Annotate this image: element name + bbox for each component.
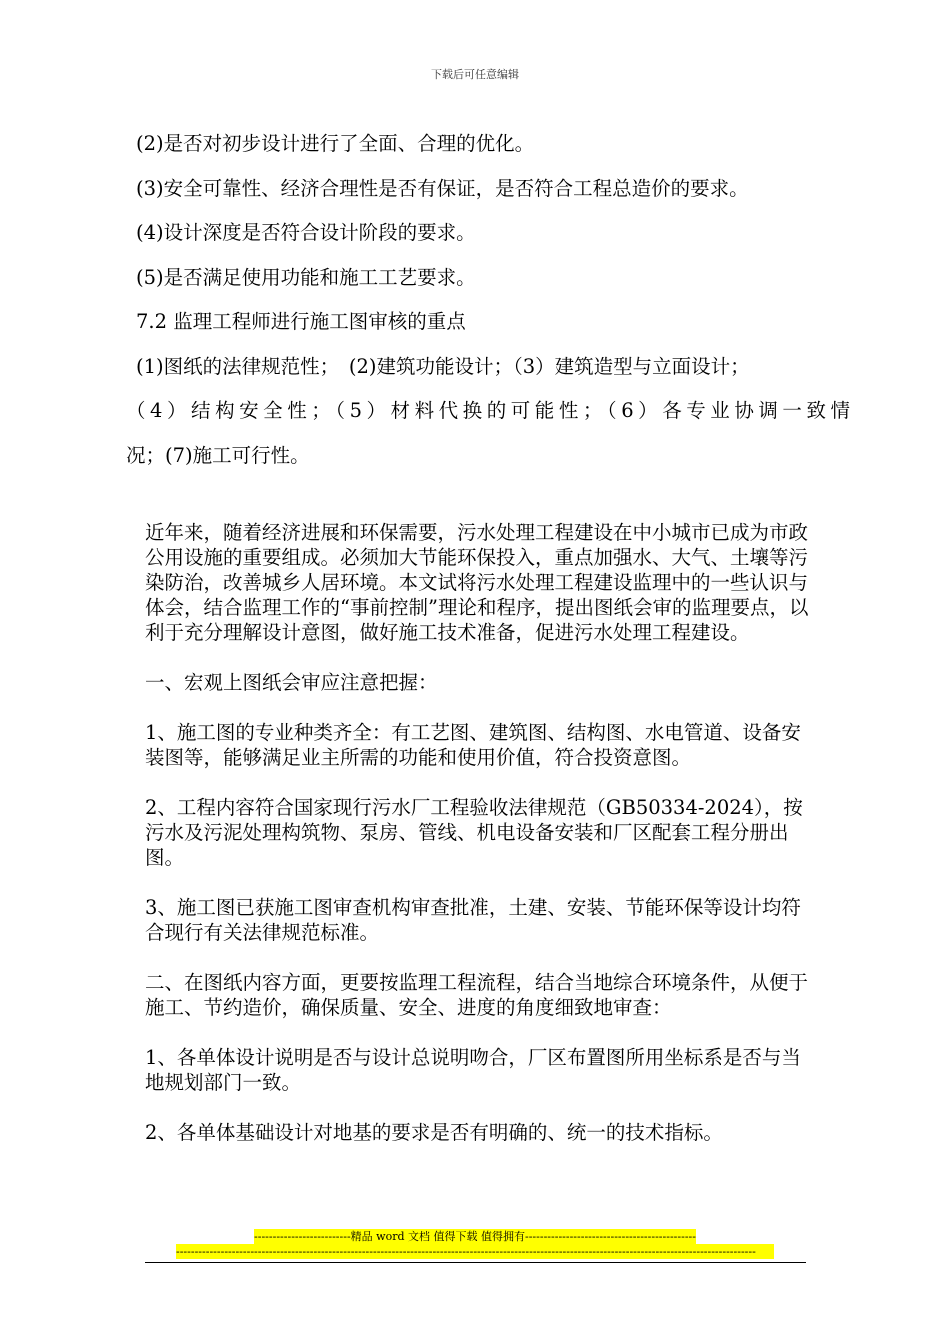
section-heading-7-2: 7.2 监理工程师进行施工图审核的重点 xyxy=(136,310,466,333)
heading-macro-review: 一、宏观上图纸会审应注意把握： xyxy=(145,671,438,694)
footer-divider xyxy=(145,1262,806,1263)
content-point-2: 2、各单体基础设计对地基的要求是否有明确的、统一的技术指标。 xyxy=(145,1121,723,1144)
paragraph-item-5: (5)是否满足使用功能和施工工艺要求。 xyxy=(136,265,476,289)
paragraph-item-2: (2)是否对初步设计进行了全面、合理的优化。 xyxy=(136,132,535,155)
footer-banner xyxy=(0,1229,950,1263)
review-points-section xyxy=(126,122,850,478)
paragraph-item-4: (4)设计深度是否符合设计阶段的要求。 xyxy=(136,221,476,244)
review-focus-line-2: （4）结构安全性；（5）材料代换的可能性；（6）各专业协调一致情 xyxy=(126,399,850,422)
content-point-1: 1、各单体设计说明是否与设计总说明吻合，厂区布置图所用坐标系是否与当地规划部门一致。 xyxy=(145,1046,801,1094)
macro-point-3: 3、施工图已获施工图审查机构审查批准，土建、安装、节能环保等设计均符合现行有关法律规范标准。 xyxy=(145,896,801,944)
macro-point-1: 1、施工图的专业种类齐全：有工艺图、建筑图、结构图、水电管道、设备安装图等，能够满足业主所需的功能和使用价值，符合投资意图。 xyxy=(145,721,801,769)
footer-banner-line-2: ------------------------------------------------------------------------------------------------------------------------------------------------------------ xyxy=(176,1244,774,1259)
intro-paragraph: 近年来，随着经济进展和环保需要，污水处理工程建设在中小城市已成为市政公用设施的重要组成。必须加大节能环保投入，重点加强水、大气、土壤等污染防治，改善城乡人居环境。本文试将污水处理工程建设监理中的一些认识与体会，结合监理工作的“事前控制”理论和程序，提出图纸会审的监理要点，以利于充分理解设计意图，做好施工技术准备，促进污水处理工程建设。 xyxy=(145,521,809,644)
page-header: 下载后可任意编辑 xyxy=(431,68,519,81)
heading-content-review: 二、在图纸内容方面，更要按监理工程流程，结合当地综合环境条件，从便于施工、节约造价，确保质量、安全、进度的角度细致地审查： xyxy=(145,971,809,1019)
footer-banner-line-1: --------------------------精品 word 文档 值得下载 值得拥有---------------------------------------------- xyxy=(254,1230,696,1243)
paragraph-item-3: (3)安全可靠性、经济合理性是否有保证，是否符合工程总造价的要求。 xyxy=(136,176,749,200)
macro-point-2: 2、工程内容符合国家现行污水厂工程验收法律规范（GB50334-2024），按污水及污泥处理构筑物、泵房、管线、机电设备安装和厂区配套工程分册出图。 xyxy=(145,796,803,869)
article-section xyxy=(145,520,815,1170)
review-focus-line-3: 况；(7)施工可行性。 xyxy=(126,443,310,467)
review-focus-line-1: (1)图纸的法律规范性； (2)建筑功能设计；（3）建筑造型与立面设计； xyxy=(136,354,750,378)
